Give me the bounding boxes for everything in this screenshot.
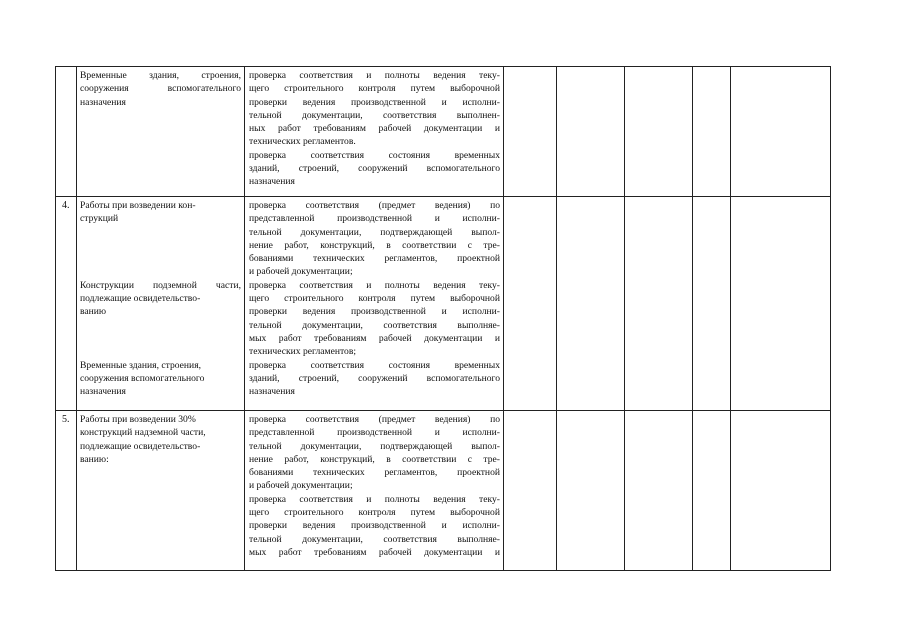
- inspection-scope-line: и рабочей документации;: [249, 480, 353, 492]
- inspection-scope-line: проверка соответствия и полноты ведения теку-: [249, 279, 500, 291]
- inspection-scope-line: проверка соответствия состояния временных: [249, 359, 500, 371]
- inspection-scope-line: тельной документации, подтверждающей выпол-: [249, 226, 500, 238]
- work-stage-block: [80, 199, 241, 279]
- work-stage-line: Работы при возведении 30%: [80, 414, 196, 425]
- empty-cell: [504, 197, 557, 411]
- inspection-scope-block: [249, 199, 500, 279]
- inspection-scope-block: [249, 359, 500, 399]
- row-number: 4.: [62, 200, 70, 211]
- inspection-scope-line: щего строительного контроля путем выборочной: [249, 507, 500, 519]
- inspection-scope-line: нение работ, конструкций, в соответствии с тре-: [249, 239, 500, 251]
- inspection-scope-line: тельной документации, соответствия выполняе-: [249, 533, 500, 545]
- inspection-scope-line: назначения: [249, 386, 295, 398]
- work-stage-line: назначения: [80, 386, 126, 398]
- inspection-scope-block: [249, 69, 500, 149]
- work-stage-line: сооружения вспомогательного: [80, 372, 205, 384]
- work-stage-cell: [77, 197, 245, 411]
- inspection-scope-block: [249, 493, 500, 559]
- empty-cell: [693, 197, 731, 411]
- inspection-scope-line: щего строительного контроля путем выборочной: [249, 293, 500, 305]
- work-stage-line: струкций: [80, 213, 119, 225]
- inspection-scope-line: зданий, строений, сооружений вспомогательного: [249, 163, 500, 175]
- work-stage-line: подлежащие освидетельство-: [80, 440, 201, 452]
- inspection-scope-cell: [245, 197, 504, 411]
- inspection-scope-line: нение работ, конструкций, в соответствии с тре-: [249, 453, 500, 465]
- row-number-cell: [56, 411, 77, 571]
- inspection-scope-block: [249, 149, 500, 189]
- table-row: [56, 411, 831, 571]
- work-stage-line: Временные здания, строения,: [80, 70, 241, 81]
- empty-cell: [731, 197, 831, 411]
- table-row: [56, 67, 831, 197]
- inspection-scope-line: бованиями технических регламентов, проектной: [249, 467, 500, 479]
- inspection-scope-line: проверка соответствия состояния временных: [249, 149, 500, 161]
- empty-cell: [731, 67, 831, 197]
- inspection-scope-line: проверки ведения производственной и исполни-: [249, 520, 500, 532]
- inspection-scope-line: и рабочей документации;: [249, 266, 353, 278]
- empty-cell: [557, 67, 625, 197]
- empty-cell: [557, 411, 625, 571]
- inspection-scope-line: технических регламентов;: [249, 346, 357, 358]
- empty-cell: [625, 67, 693, 197]
- work-stage-block: [80, 279, 241, 359]
- inspection-scope-line: представленной производственной и исполни-: [249, 213, 500, 225]
- inspection-scope-line: проверка соответствия и полноты ведения теку-: [249, 493, 500, 505]
- inspection-scope-line: проверки ведения производственной и исполни-: [249, 96, 500, 108]
- work-stage-line: Работы при возведении кон-: [80, 200, 196, 211]
- work-stage-cell: [77, 411, 245, 571]
- inspection-scope-line: тельной документации, подтверждающей выпол-: [249, 440, 500, 452]
- empty-cell: [693, 411, 731, 571]
- work-stage-line: конструкций надземной части,: [80, 427, 206, 439]
- work-stage-line: Временные здания, строения,: [80, 359, 202, 371]
- empty-cell: [731, 411, 831, 571]
- work-stage-line: сооружения вспомогательного: [80, 83, 241, 95]
- empty-cell: [504, 67, 557, 197]
- inspection-scope-line: ных работ требованиям рабочей документации и: [249, 123, 500, 135]
- inspection-scope-block: [249, 279, 500, 359]
- table-row: [56, 197, 831, 411]
- work-stage-line: Конструкции подземной части,: [80, 279, 241, 291]
- work-stage-line: подлежащие освидетельство-: [80, 293, 201, 305]
- row-number-cell: [56, 67, 77, 197]
- inspection-scope-line: тельной документации, соответствия выполнен-: [249, 109, 500, 121]
- inspection-scope-line: технических регламентов.: [249, 136, 356, 148]
- work-stage-line: назначения: [80, 96, 126, 108]
- inspection-scope-line: проверка соответствия (предмет ведения) по: [249, 200, 500, 211]
- empty-cell: [557, 197, 625, 411]
- work-stage-block: [80, 413, 241, 466]
- inspection-scope-line: мых работ требованиям рабочей документации и: [249, 546, 500, 558]
- inspection-scope-block: [249, 413, 500, 493]
- inspection-scope-line: зданий, строений, сооружений вспомогательного: [249, 372, 500, 384]
- work-stage-block: [80, 359, 241, 399]
- work-stage-block: [80, 69, 241, 109]
- inspection-scope-line: проверка соответствия (предмет ведения) по: [249, 414, 500, 425]
- inspection-scope-cell: [245, 411, 504, 571]
- empty-cell: [504, 411, 557, 571]
- empty-cell: [625, 197, 693, 411]
- inspection-scope-cell: [245, 67, 504, 197]
- inspection-scope-line: назначения: [249, 176, 295, 188]
- work-stage-line: ванию: [80, 306, 107, 318]
- work-stage-line: ванию:: [80, 453, 109, 465]
- inspection-scope-line: бованиями технических регламентов, проектной: [249, 253, 500, 265]
- row-number-cell: [56, 197, 77, 411]
- inspection-scope-line: представленной производственной и исполни-: [249, 427, 500, 439]
- inspection-scope-line: мых работ требованиям рабочей документации и: [249, 332, 500, 344]
- inspection-table: [55, 66, 831, 571]
- inspection-scope-line: проверки ведения производственной и исполни-: [249, 306, 500, 318]
- inspection-scope-line: тельной документации, соответствия выполняе-: [249, 319, 500, 331]
- work-stage-cell: [77, 67, 245, 197]
- empty-cell: [625, 411, 693, 571]
- inspection-scope-line: щего строительного контроля путем выборочной: [249, 83, 500, 95]
- empty-cell: [693, 67, 731, 197]
- row-number: 5.: [62, 414, 70, 425]
- inspection-scope-line: проверка соответствия и полноты ведения теку-: [249, 70, 500, 81]
